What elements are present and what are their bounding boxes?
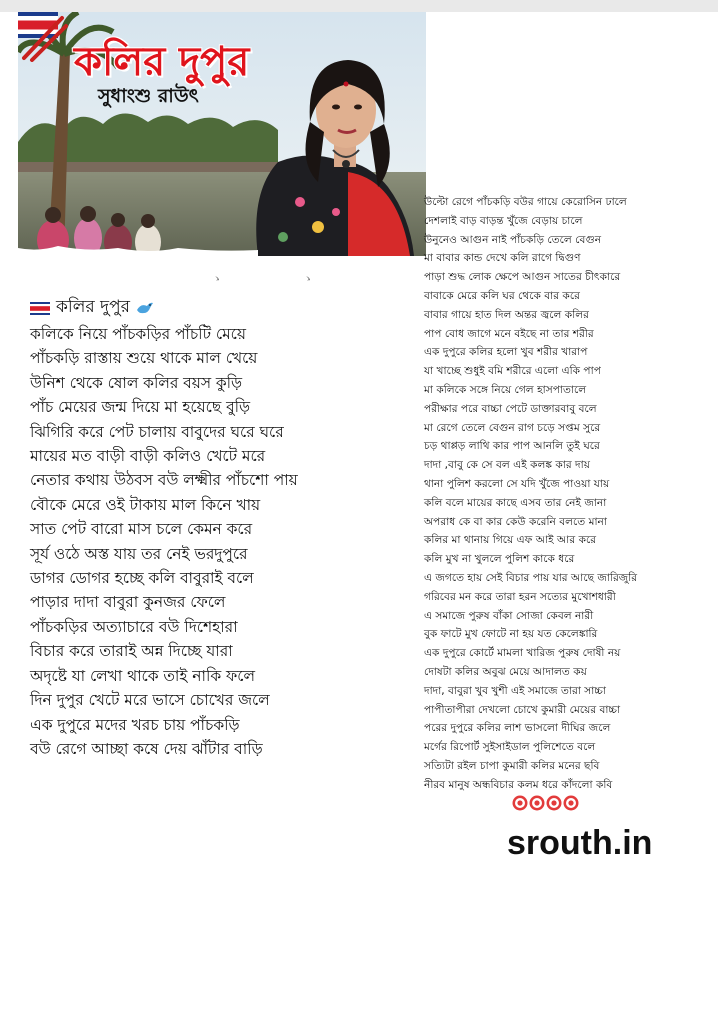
- poem-line: বুক ফাটে মুখ ফোটে না হয় যত কেলেঙ্কারি: [424, 628, 598, 641]
- poem-part-two: [424, 193, 714, 795]
- stray-mark: ゝ: [212, 274, 222, 285]
- poem-line: এক দুপুরে কলির হলো খুব শরীর খারাপ: [424, 346, 588, 359]
- poem-line: বিচার করে তারাই অন্ন দিচ্ছে যারা: [30, 642, 233, 661]
- poem-line: ঝিগিরি করে পেট চালায় বাবুদের ঘরে ঘরে: [30, 422, 284, 441]
- poem-line: কলির মা থানায় গিয়ে এফ আই আর করে: [424, 534, 597, 547]
- poem-line: দোষটা কলির অবুঝ মেয়ে আদালত কয়: [424, 665, 587, 678]
- poem-line: যা খাচ্ছে শুধুই বমি শরীরে এলো একি পাপ: [424, 365, 601, 378]
- poem-line: থানা পুলিশ করলো সে যদি খুঁজে পাওয়া যায়: [424, 477, 610, 490]
- poem-line: চড় থাপ্পড় লাথি কার পাপ আনলি তুই ঘরে: [424, 440, 600, 453]
- poem-line: কলি বলে মায়ের কাছে এসব তার নেই জানা: [424, 496, 607, 509]
- target-icons-row: [512, 795, 579, 811]
- inline-heading-title: কলির দুপুর: [56, 297, 131, 317]
- poem-line: দাদা ,বাবু কে সে বল এই কলঙ্ক কার দায়: [424, 459, 590, 472]
- poem-line: এ জগতে হায় সেই বিচার পায় যার আছে জারিজুরি: [424, 571, 638, 584]
- poem-line: উনুনেও আগুন নাই পাঁচকড়ি তেলে বেগুন: [424, 233, 602, 246]
- poem-line: গরিবের মন করে তারা হরন সত্যের মুখোশধারী: [424, 590, 616, 603]
- target-icon: [563, 795, 579, 811]
- poem-line: বাবাকে মেরে কলি ঘর থেকে বার করে: [424, 289, 580, 302]
- poem-line: অপরাধ কে বা কার কেউ করেনি বলতে মানা: [424, 515, 607, 528]
- site-watermark: srouth.in: [507, 824, 653, 862]
- poem-line: দিন দুপুর খেটে মরে ভাসে চোখের জলে: [30, 691, 270, 710]
- poem-line: কলি মুখ না খুললে পুলিশ কাকে ধরে: [424, 553, 575, 566]
- target-icon: [529, 795, 545, 811]
- poem-line: দেশলাই বাড় বাড়ন্ত খুঁজে বেড়ায় চালে: [424, 214, 583, 227]
- poem-line: দাদা, বাবুরা খুব খুশী এই সমাজে তারা সাচ্চা: [424, 684, 606, 697]
- poem-line: পাড়ার দাদা বাবুরা কুনজর ফেলে: [30, 593, 226, 612]
- poem-line: বউ রেগে আচ্ছা কষে দেয় ঝাঁটার বাড়ি: [30, 739, 263, 758]
- poem-line: পাঁচকড়ি রাস্তায় শুয়ে থাকে মাল খেয়ে: [30, 349, 258, 368]
- inline-heading: [30, 296, 400, 320]
- poem-line: মা বাবার কান্ড দেখে কলি রাগে দ্বিগুণ: [424, 252, 581, 265]
- poem-line: পাপ বোধ জাগে মনে বইছে না তার শরীর: [424, 327, 594, 340]
- poem-line: কলিকে নিয়ে পাঁচকড়ির পাঁচটি মেয়ে: [30, 325, 246, 343]
- poem-line: নীরব মানুষ অন্ধবিচার কলম ধরে কাঁদলো কবি: [424, 778, 613, 791]
- poem-line: সাত পেট বারো মাস চলে কেমন করে: [30, 520, 253, 539]
- poem-line: উনিশ থেকে ষোল কলির বয়স কুড়ি: [30, 373, 243, 392]
- poem-line: উল্টো রেগে পাঁচকড়ি বউর গায়ে কেরোসিন ঢালে: [424, 196, 627, 208]
- author-name: সুধাংশু রাউৎ: [98, 85, 199, 107]
- poem-line: বৌকে মেরে ওই টাকায় মাল কিনে খায়: [30, 495, 261, 514]
- poem-line: নেতার কথায় উঠবস বউ লক্ষ্মীর পাঁচশো পায়: [30, 471, 298, 490]
- bird-icon: [136, 300, 154, 316]
- poem-line: মর্গের রিপোর্ট সুইসাইডাল পুলিশেতে বলে: [424, 741, 596, 754]
- poem-line: মা রেগে তেলে বেগুন রাগ চড়ে সপ্তম সুরে: [424, 421, 601, 434]
- poem-line: এক দুপুরে মদের খরচ চায় পাঁচকড়ি: [30, 715, 240, 734]
- target-icon: [546, 795, 562, 811]
- stray-mark: ゝ: [303, 274, 313, 285]
- poem-line: ডাগর ডোগর হচ্ছে কলি বাবুরাই বলে: [30, 569, 254, 588]
- poem-line: পাঁচ মেয়ের জন্ম দিয়ে মা হয়েছে বুড়ি: [30, 398, 251, 417]
- poem-line: পাড়া শুদ্ধ লোক ক্ষেপে আগুন সাতের চীৎকারে: [424, 271, 621, 284]
- chopsticks-icon: [18, 12, 68, 62]
- poem-part-one: [30, 296, 400, 761]
- poem-line: মায়ের মত বাড়ী বাড়ী কলিও খেটে মরে: [30, 447, 266, 466]
- poem-line: সূর্য ওঠে অস্ত যায় তর নেই ভরদুপুরে: [30, 544, 248, 563]
- poem-line: অদৃষ্টে যা লেখা থাকে তাই নাকি ফলে: [30, 666, 255, 685]
- poem-line: সত্যিটা রইল চাপা কুমারী কলির মনের ছবি: [424, 759, 600, 772]
- poem-line: এ সমাজে পুরুষ বাঁকা সোজা কেবল নারী: [424, 609, 594, 622]
- poem-line: পরীক্ষার পরে বাচ্চা পেটে ডাক্তারবাবু বলে: [424, 402, 597, 415]
- poem-line: পরের দুপুরে কলির লাশ ভাসলো দীঘির জলে: [424, 722, 611, 735]
- costa-rica-flag-icon: [30, 302, 50, 315]
- header-banner: [18, 12, 426, 256]
- poem-line: পাঁচকড়ির অত্যাচারে বউ দিশেহারা: [30, 617, 238, 636]
- poem-line: বাবার গায়ে হাত দিল অন্তর জ্বলে কলির: [424, 308, 589, 321]
- poem-title: কলির দুপুর: [74, 39, 250, 85]
- poem-line: মা কলিকে সঙ্গে নিয়ে গেল হাসপাতালে: [424, 383, 587, 396]
- poem-line: পাপীতাপীরা দেখলো চোখে কুমারী মেয়ের বাচ্চা: [424, 703, 621, 716]
- poem-line: এক দুপুরে কোর্টে মামলা খারিজ পুরুষ দোষী নয়: [424, 647, 621, 660]
- target-icon: [512, 795, 528, 811]
- top-strip: [0, 0, 718, 12]
